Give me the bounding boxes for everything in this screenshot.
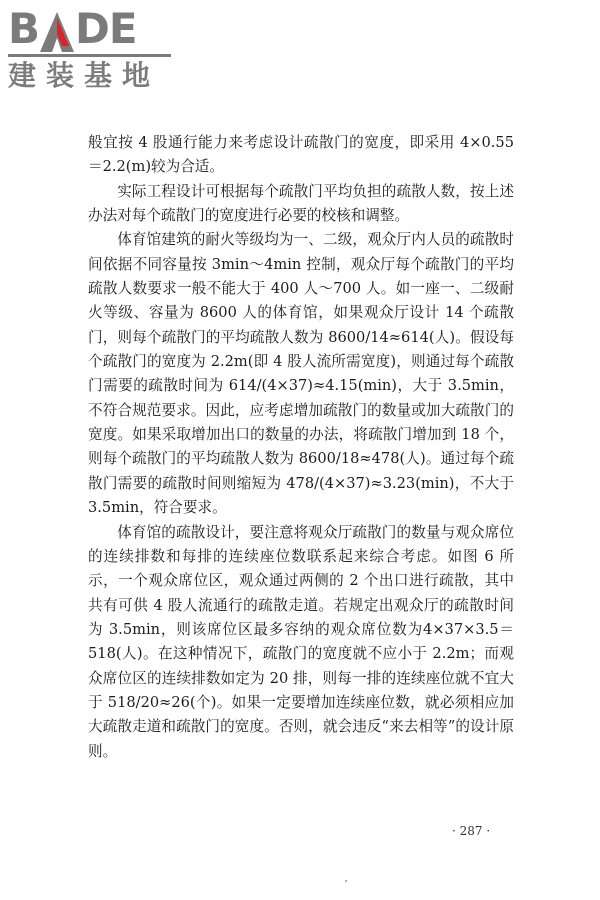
paragraph-1: 般宜按 4 股通行能力来考虑设计疏散门的宽度，即采用 4×0.55＝2.2(m)较为合适。 — [88, 134, 514, 176]
publisher-logo — [8, 6, 178, 93]
scan-speck — [345, 880, 347, 882]
paragraph-4: 体育馆的疏散设计，要注意将观众厅疏散门的数量与观众席位的连续排数和每排的连续座位数联系起来综合考虑。如图 6 所示，一个观众席位区，观众通过两侧的 2 个出口进行疏散，其中共有可供 4 股人流通行的疏散走道。若规定出观众厅的疏散时间为 3.5min，则该席位区最多容纳的观众席位数为4×37×3.5＝518(人)。在这种情况下，疏散门的宽度就不应小于 2.2m；而观众席位区的连续排数如定为 20 排，则每一排的连续座位就不宜大于 518/20≈26(个)。如果一定要增加连续座位数，就必须相应加大疏散走道和疏散门的宽度。否则，就会违反“来去相等”的设计原则。 — [88, 523, 514, 760]
logo-letters-de: DE — [75, 4, 137, 53]
paragraph-2: 实际工程设计可根据每个疏散门平均负担的疏散人数，按上述办法对每个疏散门的宽度进行必要的校核和调整。 — [88, 182, 514, 225]
logo-wordmark — [8, 6, 178, 52]
logo-letter-b: B — [8, 4, 40, 53]
page-number: · 287 · — [452, 824, 491, 838]
paragraph-3: 体育馆建筑的耐火等级均为一、二级，观众厅内人员的疏散时间依据不同容量按 3min～4min 控制，观众厅每个疏散门的平均疏散人数要求一般不能大于 400 人～700 人。如一座一、二级耐火等级、容量为 8600 人的体育馆，如果观众厅设计 14 个疏散门，则每个疏散门的平均疏散人数为 8600/14≈614(人)。假设每个疏散门的宽度为 2.2m(即 4 股人流所需宽度)，则通过每个疏散门需要的疏散时间为 614/(4×37)≈4.15(min)，大于 3.5min，不符合规范要求。因此，应考虑增加疏散门的数量或加大疏散门的宽度。如果采取增加出口的数量的办法，将疏散门增加到 18 个，则每个疏散门的平均疏散人数为 8600/18≈478(人)。通过每个疏散门需要的疏散时间则缩短为 478/(4×37)≈3.23(min)，不大于 3.5min，符合要求。 — [88, 231, 514, 517]
logo-chinese-name: 建装基地 — [8, 59, 161, 92]
body-text — [88, 131, 514, 764]
logo-a-triangle-icon — [40, 10, 74, 52]
logo-divider — [8, 54, 171, 57]
